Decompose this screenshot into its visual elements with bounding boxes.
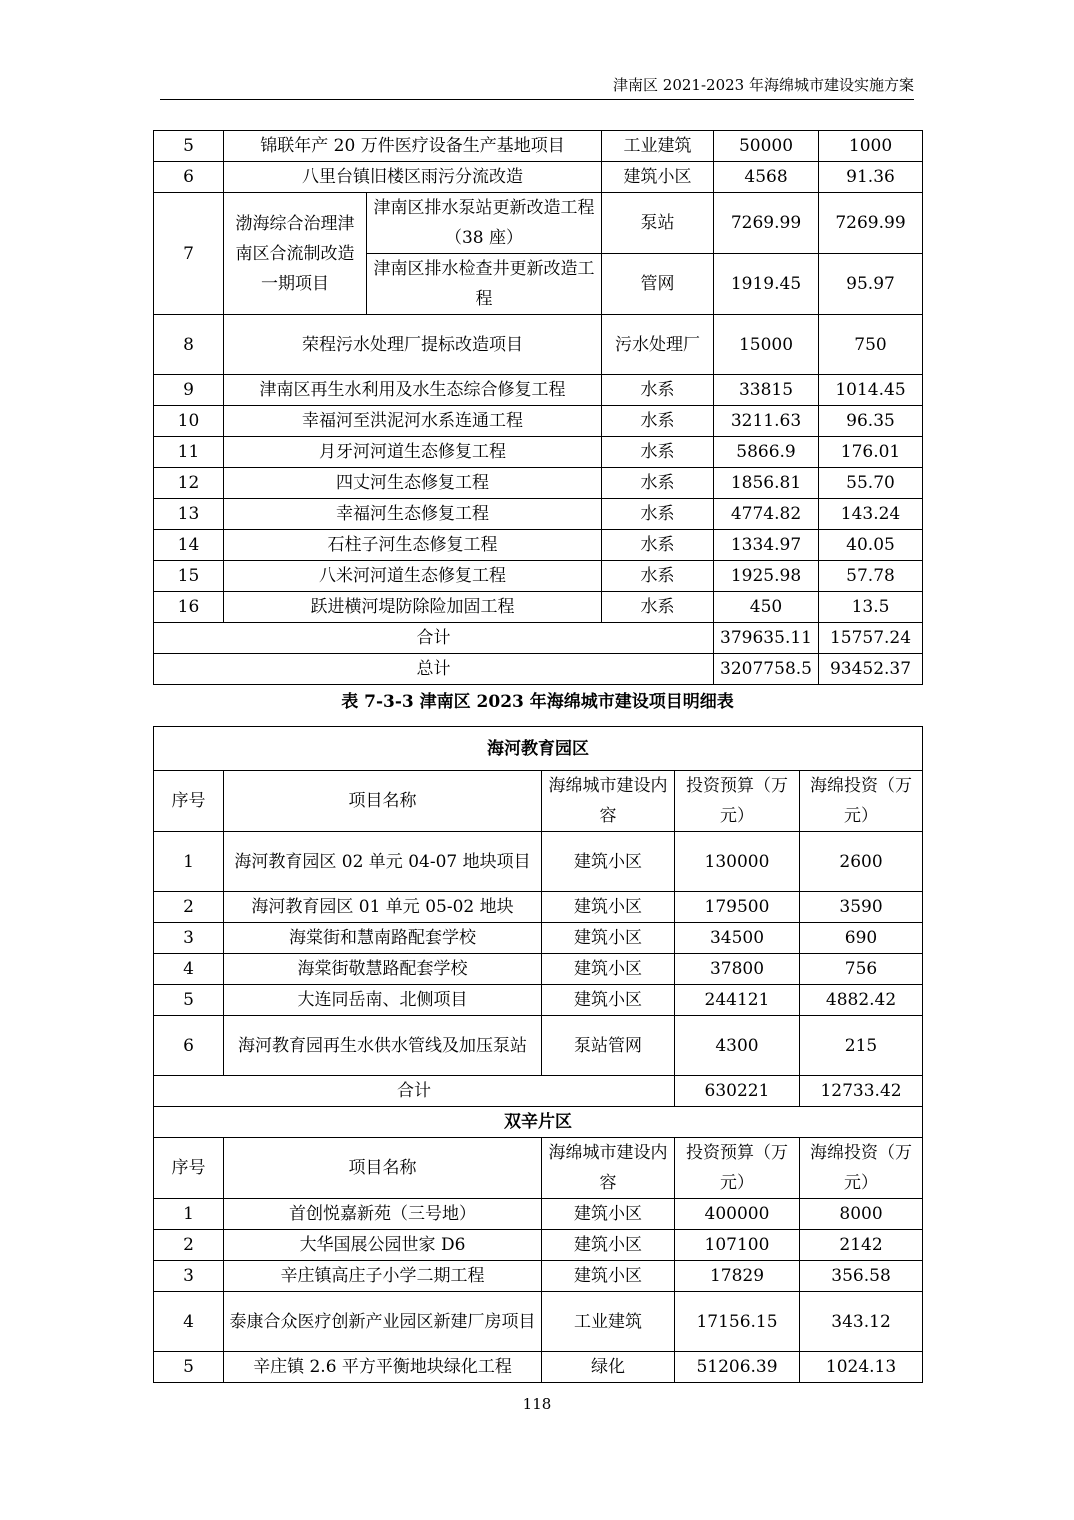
subtotal-label: 合计 <box>154 623 714 654</box>
cell-sponge-investment: 3590 <box>800 892 923 923</box>
total-label: 总计 <box>154 654 714 685</box>
cell-sponge-investment: 1014.45 <box>819 375 923 406</box>
cell-budget: 17156.15 <box>675 1292 800 1352</box>
cell-budget: 400000 <box>675 1199 800 1230</box>
table-row <box>154 592 923 623</box>
cell-no: 15 <box>154 561 224 592</box>
subtotal-label: 合计 <box>154 1076 675 1107</box>
header-row <box>154 1138 923 1199</box>
cell-no: 8 <box>154 315 224 375</box>
cell-type: 泵站 <box>602 193 714 254</box>
header-type: 海绵城市建设内容 <box>542 1138 675 1199</box>
cell-budget: 5866.9 <box>714 437 819 468</box>
table-row <box>154 530 923 561</box>
cell-project-name: 幸福河至洪泥河水系连通工程 <box>224 406 602 437</box>
cell-sponge-investment: 13.5 <box>819 592 923 623</box>
header-project-name: 项目名称 <box>224 1138 542 1199</box>
cell-type: 建筑小区 <box>542 923 675 954</box>
table-row <box>154 406 923 437</box>
cell-type: 泵站管网 <box>542 1016 675 1076</box>
cell-no: 3 <box>154 1261 224 1292</box>
cell-sponge-investment: 1024.13 <box>800 1352 923 1383</box>
table-row <box>154 315 923 375</box>
header-no: 序号 <box>154 1138 224 1199</box>
cell-project-name: 大连同岳南、北侧项目 <box>224 985 542 1016</box>
cell-project-name: 幸福河生态修复工程 <box>224 499 602 530</box>
cell-no: 7 <box>154 193 224 315</box>
cell-type: 水系 <box>602 468 714 499</box>
cell-sponge-investment: 7269.99 <box>819 193 923 254</box>
cell-type: 水系 <box>602 499 714 530</box>
cell-budget: 7269.99 <box>714 193 819 254</box>
table-row <box>154 193 923 254</box>
cell-type: 管网 <box>602 254 714 315</box>
cell-project-name: 大华国展公园世家 D6 <box>224 1230 542 1261</box>
cell-budget: 4568 <box>714 162 819 193</box>
cell-project-name: 八里台镇旧楼区雨污分流改造 <box>224 162 602 193</box>
cell-sponge-investment: 2142 <box>800 1230 923 1261</box>
cell-sponge-investment: 343.12 <box>800 1292 923 1352</box>
cell-type: 建筑小区 <box>542 1230 675 1261</box>
cell-type: 建筑小区 <box>542 985 675 1016</box>
cell-budget: 1334.97 <box>714 530 819 561</box>
cell-budget: 244121 <box>675 985 800 1016</box>
cell-no: 13 <box>154 499 224 530</box>
cell-budget: 4774.82 <box>714 499 819 530</box>
cell-no: 12 <box>154 468 224 499</box>
table-row <box>154 1199 923 1230</box>
header-no: 序号 <box>154 771 224 832</box>
total-sponge: 93452.37 <box>819 654 923 685</box>
cell-no: 2 <box>154 1230 224 1261</box>
table-row <box>154 162 923 193</box>
cell-type: 建筑小区 <box>602 162 714 193</box>
table-row <box>154 832 923 892</box>
header-rule <box>160 99 914 100</box>
cell-type: 绿化 <box>542 1352 675 1383</box>
cell-project-name: 海河教育园区 02 单元 04-07 地块项目 <box>224 832 542 892</box>
cell-budget: 50000 <box>714 131 819 162</box>
cell-project-name: 首创悦嘉新苑（三号地） <box>224 1199 542 1230</box>
subtotal-budget: 630221 <box>675 1076 800 1107</box>
cell-sponge-investment: 1000 <box>819 131 923 162</box>
table-row <box>154 1352 923 1383</box>
cell-project-name: 海棠街敬慧路配套学校 <box>224 954 542 985</box>
subtotal-row <box>154 623 923 654</box>
cell-no: 9 <box>154 375 224 406</box>
cell-sponge-investment: 57.78 <box>819 561 923 592</box>
table-row <box>154 561 923 592</box>
cell-no: 16 <box>154 592 224 623</box>
cell-project-name: 跃进横河堤防除险加固工程 <box>224 592 602 623</box>
cell-project-name: 月牙河河道生态修复工程 <box>224 437 602 468</box>
cell-sponge-investment: 55.70 <box>819 468 923 499</box>
cell-sponge-investment: 756 <box>800 954 923 985</box>
cell-budget: 34500 <box>675 923 800 954</box>
subtotal-budget: 379635.11 <box>714 623 819 654</box>
header-row <box>154 771 923 832</box>
cell-budget: 37800 <box>675 954 800 985</box>
cell-type: 水系 <box>602 530 714 561</box>
header-budget: 投资预算（万元） <box>675 771 800 832</box>
table-row <box>154 437 923 468</box>
subtotal-sponge: 15757.24 <box>819 623 923 654</box>
cell-project-name: 石柱子河生态修复工程 <box>224 530 602 561</box>
cell-sponge-investment: 8000 <box>800 1199 923 1230</box>
cell-type: 建筑小区 <box>542 832 675 892</box>
cell-no: 1 <box>154 832 224 892</box>
cell-type: 建筑小区 <box>542 954 675 985</box>
cell-no: 6 <box>154 1016 224 1076</box>
cell-budget: 3211.63 <box>714 406 819 437</box>
table-row <box>154 923 923 954</box>
cell-project-name: 辛庄镇 2.6 平方平衡地块绿化工程 <box>224 1352 542 1383</box>
cell-sponge-investment: 96.35 <box>819 406 923 437</box>
cell-no: 6 <box>154 162 224 193</box>
cell-budget: 1925.98 <box>714 561 819 592</box>
cell-sponge-investment: 690 <box>800 923 923 954</box>
cell-project-name: 津南区再生水利用及水生态综合修复工程 <box>224 375 602 406</box>
cell-project-name: 辛庄镇高庄子小学二期工程 <box>224 1261 542 1292</box>
cell-project-name: 海河教育园再生水供水管线及加压泵站 <box>224 1016 542 1076</box>
cell-project-name: 津南区排水泵站更新改造工程（38 座） <box>367 193 602 254</box>
cell-project-name: 八米河河道生态修复工程 <box>224 561 602 592</box>
cell-project-name: 泰康合众医疗创新产业园区新建厂房项目 <box>224 1292 542 1352</box>
header-sponge-investment: 海绵投资（万元） <box>800 771 923 832</box>
cell-project-name: 海棠街和慧南路配套学校 <box>224 923 542 954</box>
cell-sponge-investment: 143.24 <box>819 499 923 530</box>
table-row <box>154 375 923 406</box>
header-sponge-investment: 海绵投资（万元） <box>800 1138 923 1199</box>
table-row <box>154 985 923 1016</box>
cell-no: 3 <box>154 923 224 954</box>
cell-sponge-investment: 91.36 <box>819 162 923 193</box>
total-row <box>154 654 923 685</box>
cell-sponge-investment: 176.01 <box>819 437 923 468</box>
cell-type: 建筑小区 <box>542 1261 675 1292</box>
cell-budget: 33815 <box>714 375 819 406</box>
cell-no: 5 <box>154 1352 224 1383</box>
cell-budget: 17829 <box>675 1261 800 1292</box>
cell-type: 水系 <box>602 592 714 623</box>
header-budget: 投资预算（万元） <box>675 1138 800 1199</box>
cell-project-name: 海河教育园区 01 单元 05-02 地块 <box>224 892 542 923</box>
section-title: 海河教育园区 <box>154 727 923 771</box>
cell-type: 水系 <box>602 406 714 437</box>
cell-budget: 450 <box>714 592 819 623</box>
cell-budget: 1919.45 <box>714 254 819 315</box>
cell-type: 水系 <box>602 375 714 406</box>
cell-project-name: 津南区排水检查井更新改造工程 <box>367 254 602 315</box>
cell-no: 11 <box>154 437 224 468</box>
table-row <box>154 1016 923 1076</box>
table-row <box>154 499 923 530</box>
cell-type: 水系 <box>602 437 714 468</box>
cell-type: 建筑小区 <box>542 1199 675 1230</box>
header-type: 海绵城市建设内容 <box>542 771 675 832</box>
cell-budget: 179500 <box>675 892 800 923</box>
cell-no: 4 <box>154 954 224 985</box>
cell-budget: 4300 <box>675 1016 800 1076</box>
table-row <box>154 131 923 162</box>
cell-project-group: 渤海综合治理津南区合流制改造一期项目 <box>224 193 367 315</box>
total-budget: 3207758.5 <box>714 654 819 685</box>
cell-budget: 15000 <box>714 315 819 375</box>
cell-budget: 130000 <box>675 832 800 892</box>
cell-sponge-investment: 95.97 <box>819 254 923 315</box>
table-caption: 表 7-3-3 津南区 2023 年海绵城市建设项目明细表 <box>341 692 734 712</box>
cell-no: 1 <box>154 1199 224 1230</box>
cell-sponge-investment: 4882.42 <box>800 985 923 1016</box>
cell-budget: 1856.81 <box>714 468 819 499</box>
projects-2023-table <box>153 726 923 1383</box>
table-row <box>154 1292 923 1352</box>
cell-project-name: 荣程污水处理厂提标改造项目 <box>224 315 602 375</box>
page-number: 118 <box>522 1395 552 1413</box>
header-project-name: 项目名称 <box>224 771 542 832</box>
subtotal-row <box>154 1076 923 1107</box>
cell-type: 污水处理厂 <box>602 315 714 375</box>
cell-sponge-investment: 356.58 <box>800 1261 923 1292</box>
cell-no: 10 <box>154 406 224 437</box>
table-row <box>154 468 923 499</box>
section-row <box>154 727 923 771</box>
cell-type: 工业建筑 <box>542 1292 675 1352</box>
page-header: 津南区 2021-2023 年海绵城市建设实施方案 <box>613 76 914 94</box>
subtotal-sponge: 12733.42 <box>800 1076 923 1107</box>
cell-no: 2 <box>154 892 224 923</box>
cell-no: 5 <box>154 985 224 1016</box>
section-title: 双辛片区 <box>154 1107 923 1138</box>
cell-no: 4 <box>154 1292 224 1352</box>
cell-sponge-investment: 2600 <box>800 832 923 892</box>
cell-project-name: 四丈河生态修复工程 <box>224 468 602 499</box>
section-row <box>154 1107 923 1138</box>
table-row <box>154 892 923 923</box>
cell-sponge-investment: 40.05 <box>819 530 923 561</box>
cell-type: 建筑小区 <box>542 892 675 923</box>
cell-no: 14 <box>154 530 224 561</box>
cell-budget: 51206.39 <box>675 1352 800 1383</box>
cell-sponge-investment: 215 <box>800 1016 923 1076</box>
table-row <box>154 1230 923 1261</box>
cell-type: 水系 <box>602 561 714 592</box>
table-row <box>154 954 923 985</box>
cell-project-name: 锦联年产 20 万件医疗设备生产基地项目 <box>224 131 602 162</box>
cell-sponge-investment: 750 <box>819 315 923 375</box>
cell-budget: 107100 <box>675 1230 800 1261</box>
projects-table-continued <box>153 130 923 685</box>
cell-type: 工业建筑 <box>602 131 714 162</box>
cell-no: 5 <box>154 131 224 162</box>
table-row <box>154 1261 923 1292</box>
